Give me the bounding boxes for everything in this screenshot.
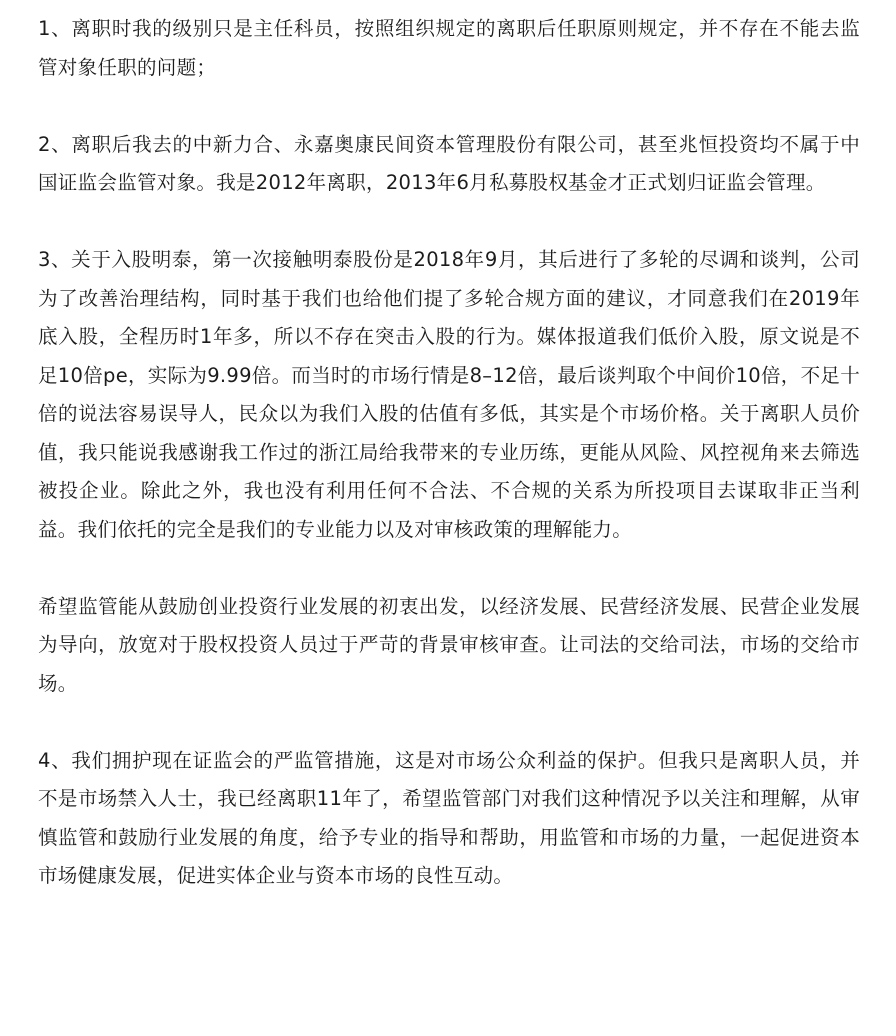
- paragraph-4: 希望监管能从鼓励创业投资行业发展的初衷出发，以经济发展、民营经济发展、民营企业发展为导向，放宽对于股权投资人员过于严苛的背景审核审查。让司法的交给司法，市场的交给市场。: [38, 594, 860, 695]
- paragraph-5: 4、我们拥护现在证监会的严监管措施，这是对市场公众利益的保护。但我只是离职人员，并不是市场禁入人士，我已经离职11年了，希望监管部门对我们这种情况予以关注和理解，从审慎监管和鼓励行业发展的角度，给予专业的指导和帮助，用监管和市场的力量，一起促进资本市场健康发展，促进实体企业与资本市场的良性互动。: [38, 748, 860, 887]
- paragraph-3: 3、关于入股明泰，第一次接触明泰股份是2018年9月，其后进行了多轮的尽调和谈判，公司为了改善治理结构，同时基于我们也给他们提了多轮合规方面的建议，才同意我们在2019年底入股，全程历时1年多，所以不存在突击入股的行为。媒体报道我们低价入股，原文说是不足10倍pe，实际为9.99倍。而当时的市场行情是8–12倍，最后谈判取个中间价10倍，不足十倍的说法容易误导人，民众以为我们入股的估值有多低，其实是个市场价格。关于离职人员价值，我只能说我感谢我工作过的浙江局给我带来的专业历练，更能从风险、风控视角来去筛选被投企业。除此之外，我也没有利用任何不合法、不合规的关系为所投项目去谋取非正当利益。我们依托的完全是我们的专业能力以及对审核政策的理解能力。: [38, 248, 860, 541]
- article-body: [38, 10, 860, 934]
- paragraph-1: 1、离职时我的级别只是主任科员，按照组织规定的离职后任职原则规定，并不存在不能去监管对象任职的问题；: [38, 17, 860, 79]
- paragraph-2: 2、离职后我去的中新力合、永嘉奥康民间资本管理股份有限公司，甚至兆恒投资均不属于中国证监会监管对象。我是2012年离职，2013年6月私募股权基金才正式划归证监会管理。: [38, 132, 860, 194]
